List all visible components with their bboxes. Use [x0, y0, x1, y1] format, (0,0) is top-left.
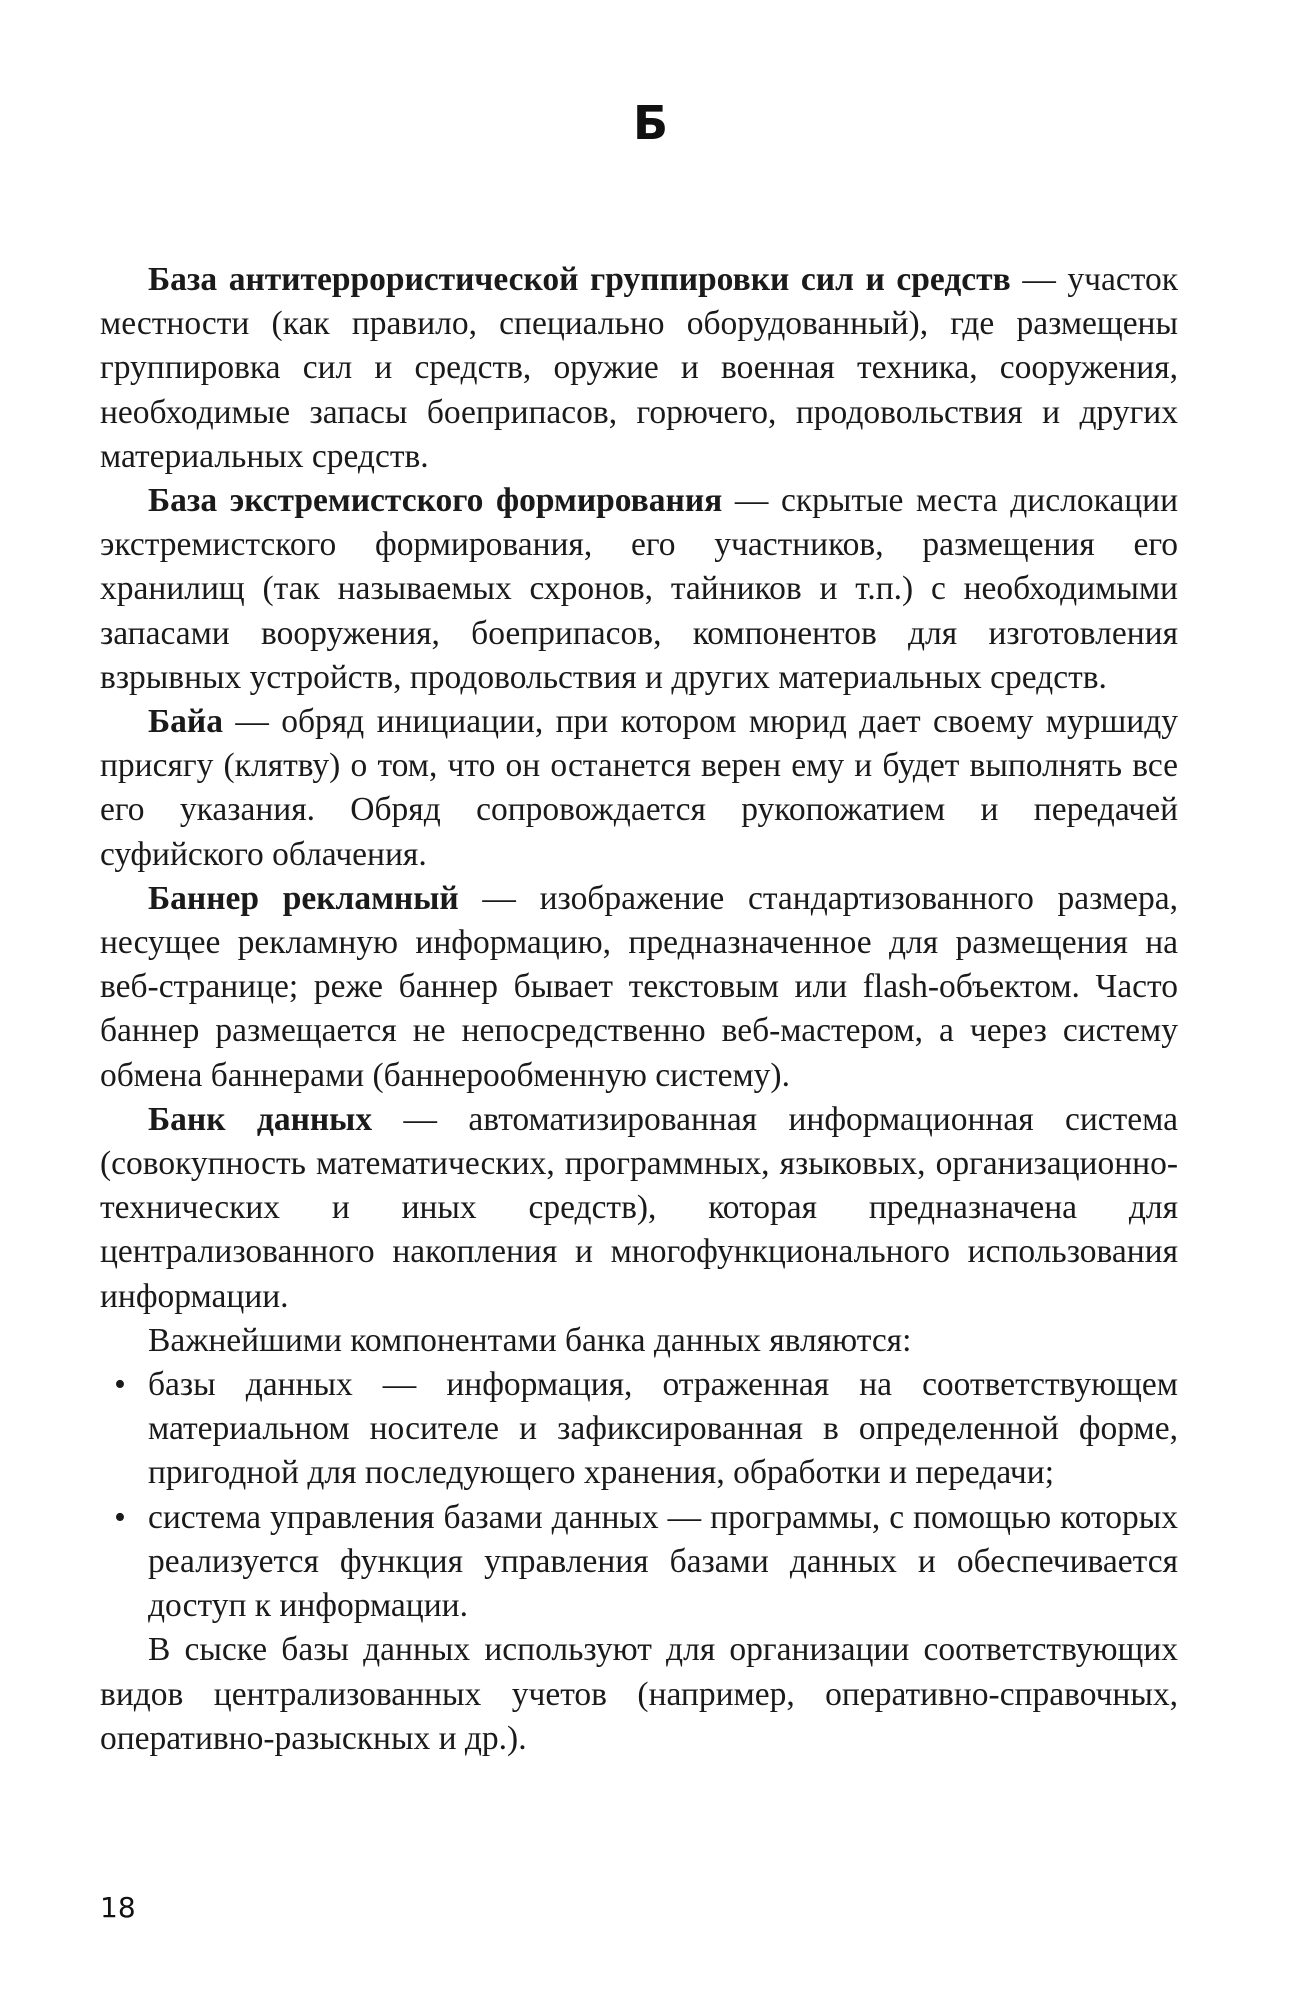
entry-definition: — участок местности (как правило, специально оборудованный), где размещены группировка сил и средств, оружие и военная техника, сооружения, необходимые запасы боеприпасов, горючего, продовольствия и других материальных средств.	[100, 261, 1178, 475]
list-item-text: базы данных — информация, отраженная на соответствующем материальном носителе и зафиксированная в определенной форме, пригодной для последующего хранения, обработки и передачи;	[148, 1366, 1178, 1492]
dictionary-text	[100, 258, 1178, 1761]
list-item	[100, 1496, 1178, 1629]
entry-definition: — скрытые места дислокации экстремистского формирования, его участников, размещения его хранилищ (так называемых схронов, тайников и т.п.) с необходимыми запасами вооружения, боеприпасов, компонентов для изготовления взрывных устройств, продовольствия и других материальных средств.	[100, 482, 1178, 696]
bullet-icon: •	[114, 1498, 126, 1536]
entry-term: Банк данных	[148, 1100, 373, 1138]
entry-term: Баннер рекламный	[148, 879, 459, 917]
entry-paragraph	[100, 700, 1178, 877]
entry-paragraph	[100, 877, 1178, 1098]
entry-definition: — автоматизированная информационная система (совокупность математических, программных, языковых, организационно-технических и иных средств), которая предназначена для централизованного накопления и многофункционального использования информации.	[100, 1100, 1178, 1315]
entry-paragraph	[100, 479, 1178, 700]
entry-term: Байа	[148, 703, 223, 741]
entry-definition: — изображение стандартизованного размера, несущее рекламную информацию, предназначенное для размещения на веб-странице; реже баннер бывает текстовым или flash-объектом. Часто баннер размещается не непосредственно веб-мастером, а через систему обмена баннерами (баннерообменную систему).	[100, 879, 1178, 1094]
components-list	[100, 1363, 1178, 1628]
bullet-icon: •	[114, 1366, 126, 1404]
entry-term: База экстремистского формирования	[148, 482, 723, 520]
entry-term: База антитеррористической группировки сил и средств	[148, 261, 1011, 298]
page-number: 18	[100, 1891, 136, 1924]
list-item-text: система управления базами данных — программы, с помощью которых реализуется функция управления базами данных и обеспечивается доступ к информации.	[148, 1498, 1178, 1625]
list-item	[100, 1363, 1178, 1496]
entry-paragraph	[100, 1098, 1178, 1319]
section-letter-heading: Б	[632, 96, 669, 150]
entry-paragraph	[100, 258, 1178, 479]
closing-paragraph: В сыске базы данных используют для организации соответствующих видов централизованных учетов (например, оперативно-справочных, оперативно-разыскных и др.).	[100, 1631, 1178, 1757]
components-intro: Важнейшими компонентами банка данных являются:	[148, 1321, 912, 1359]
entry-definition: — обряд инициации, при котором мюрид дает своему муршиду присягу (клятву) о том, что он останется верен ему и будет выполнять все его указания. Обряд сопровождается рукопожатием и передачей суфийского облачения.	[100, 703, 1178, 873]
